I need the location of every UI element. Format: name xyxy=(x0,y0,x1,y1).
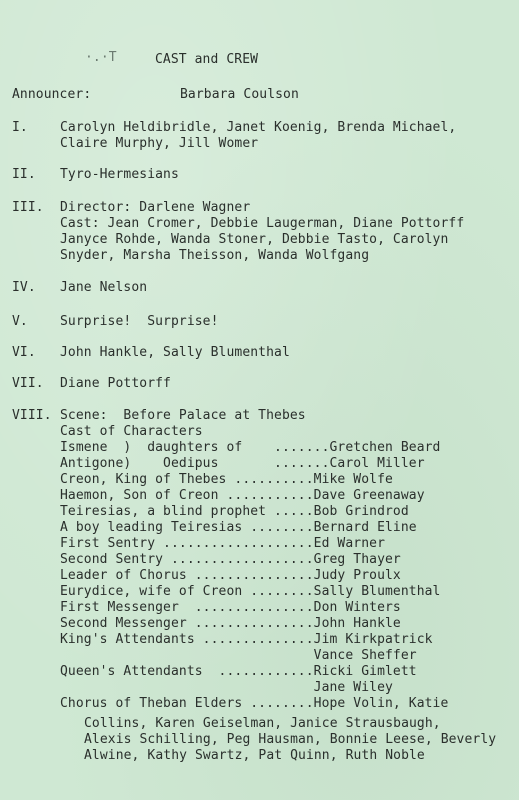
section-number: I. xyxy=(12,120,28,135)
role-line: Antigone) Oedipus .......Carol Miller xyxy=(60,456,425,471)
section-text: Diane Pottorff xyxy=(60,376,171,391)
section-number: III. xyxy=(12,200,44,215)
chorus-line: Alexis Schilling, Peg Hausman, Bonnie Leese, Beverly xyxy=(84,732,497,747)
section-text: Claire Murphy, Jill Womer xyxy=(60,136,259,151)
section-text: Janyce Rohde, Wanda Stoner, Debbie Tasto, Carolyn xyxy=(60,232,449,247)
scene-line: Scene: Before Palace at Thebes xyxy=(60,408,306,423)
role-line: Queen's Attendants ............Ricki Gimlett xyxy=(60,664,417,679)
announcer-label: Announcer: xyxy=(12,87,92,102)
role-line: Leader of Chorus ...............Judy Proulx xyxy=(60,568,401,583)
role-line: King's Attendants ..............Jim Kirkpatrick xyxy=(60,632,433,647)
section-number: II. xyxy=(12,167,36,182)
section-number: V. xyxy=(12,314,28,329)
section-text: Snyder, Marsha Theisson, Wanda Wolfgang xyxy=(60,248,370,263)
role-line: Jane Wiley xyxy=(60,680,393,695)
section-text: Surprise! Surprise! xyxy=(60,314,219,329)
role-line: First Messenger ...............Don Winters xyxy=(60,600,401,615)
role-line: Haemon, Son of Creon ...........Dave Greenaway xyxy=(60,488,425,503)
section-text: Director: Darlene Wagner xyxy=(60,200,251,215)
section-number: VI. xyxy=(12,345,36,360)
section-number: VIII. xyxy=(12,408,52,423)
section-text: Jane Nelson xyxy=(60,280,148,295)
section-text: John Hankle, Sally Blumenthal xyxy=(60,345,290,360)
role-line: Chorus of Theban Elders ........Hope Volin, Katie xyxy=(60,696,449,711)
section-text: Carolyn Heldibridle, Janet Koenig, Brenda Michael, xyxy=(60,120,457,135)
announcer-name: Barbara Coulson xyxy=(180,87,299,102)
role-line: Second Messenger ...............John Hankle xyxy=(60,616,401,631)
role-line: Teiresias, a blind prophet .....Bob Grindrod xyxy=(60,504,409,519)
role-line: Ismene ) daughters of .......Gretchen Beard xyxy=(60,440,441,455)
role-line: Second Sentry ..................Greg Thayer xyxy=(60,552,401,567)
section-text: Tyro-Hermesians xyxy=(60,167,179,182)
role-line: Creon, King of Thebes ..........Mike Wolfe xyxy=(60,472,393,487)
section-number: IV. xyxy=(12,280,36,295)
role-line: First Sentry ...................Ed Warner xyxy=(60,536,385,551)
chorus-line: Collins, Karen Geiselman, Janice Strausbaugh, xyxy=(84,716,441,731)
chorus-line: Alwine, Kathy Swartz, Pat Quinn, Ruth Noble xyxy=(84,748,425,763)
role-line: Eurydice, wife of Creon ........Sally Blumenthal xyxy=(60,584,441,599)
section-text: Cast: Jean Cromer, Debbie Laugerman, Diane Pottorff xyxy=(60,216,465,231)
role-line: A boy leading Teiresias ........Bernard Eline xyxy=(60,520,417,535)
page-corner-mark: ·.·T xyxy=(85,50,117,65)
section-number: VII. xyxy=(12,376,44,391)
cast-heading: Cast of Characters xyxy=(60,424,203,439)
role-line: Vance Sheffer xyxy=(60,648,417,663)
page-title: CAST and CREW xyxy=(155,52,259,67)
